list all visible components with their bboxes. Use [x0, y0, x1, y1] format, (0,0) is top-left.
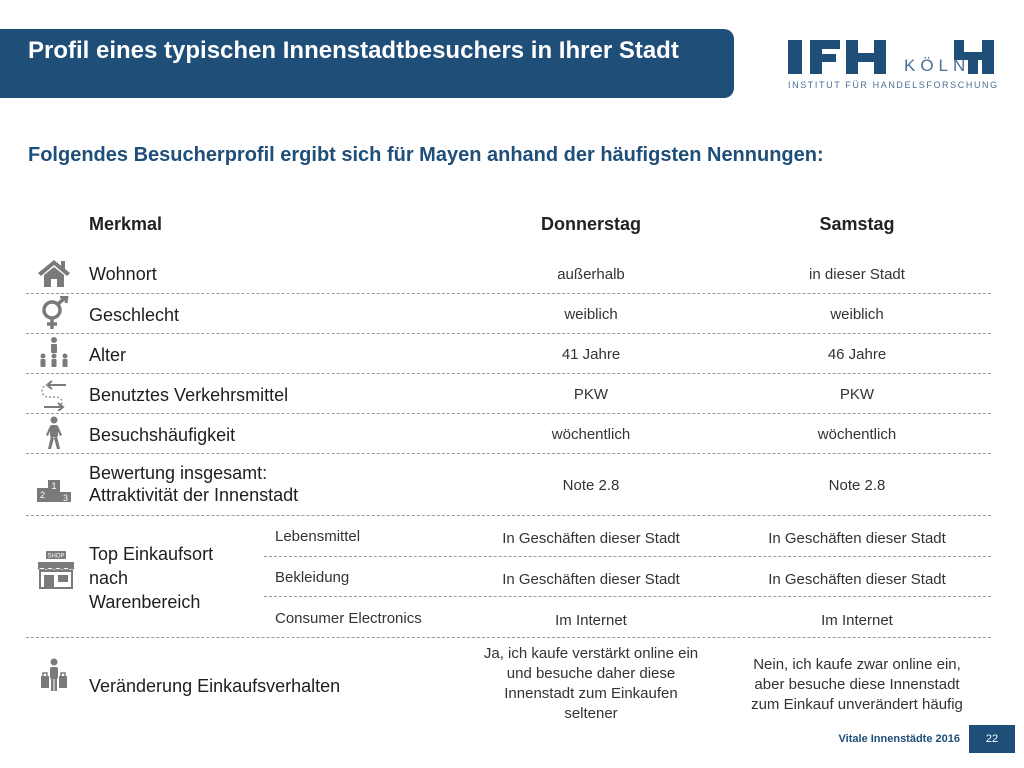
page-title: Profil eines typischen Innenstadtbesuchers in Ihrer Stadt	[28, 37, 679, 64]
row-label: Geschlecht	[89, 305, 180, 325]
podium-label: 1	[51, 481, 57, 491]
cell-samstag: Note 2.8	[828, 477, 886, 494]
cell-donnerstag: Im Internet	[555, 612, 627, 629]
shopper-bags-icon	[36, 658, 72, 692]
cell-donnerstag: Note 2.8	[562, 477, 620, 494]
shop-icon	[36, 550, 76, 590]
shop-sign-text: SHOP	[47, 553, 65, 560]
row-label: Besuchshäufigkeit	[89, 425, 236, 445]
cell-line: seltener	[564, 705, 618, 722]
table-row	[26, 294, 991, 334]
cell-donnerstag: weiblich	[564, 306, 618, 323]
cell-line: und besuche daher diese	[506, 665, 676, 682]
subrow-label: Consumer Electronics	[275, 610, 422, 627]
footer-text: Vitale Innenstädte 2016	[838, 733, 960, 745]
cell-samstag: 46 Jahre	[827, 346, 887, 363]
row-label	[89, 542, 213, 614]
cell-donnerstag: In Geschäften dieser Stadt	[502, 530, 680, 547]
cell-samstag: weiblich	[830, 306, 884, 323]
cell-donnerstag: wöchentlich	[551, 426, 631, 443]
cell-samstag: In Geschäften dieser Stadt	[768, 530, 946, 547]
logo-subline: INSTITUT FÜR HANDELSFORSCHUNG	[788, 80, 999, 90]
cell-samstag	[727, 655, 987, 715]
logo-city: KÖLN	[904, 56, 971, 75]
row-label-line: Bewertung insgesamt:	[89, 463, 268, 483]
subrow-lebensmittel	[264, 516, 991, 557]
gender-icon	[36, 296, 72, 330]
cell-samstag: In Geschäften dieser Stadt	[768, 571, 946, 588]
subrow-label: Bekleidung	[275, 569, 350, 586]
table-row	[26, 454, 991, 516]
row-label-line: Warenbereich	[89, 592, 201, 612]
cell-line: Nein, ich kaufe zwar online ein,	[753, 656, 961, 673]
table-row	[26, 374, 991, 414]
podium-label: 2	[39, 490, 46, 500]
cell-donnerstag	[451, 644, 731, 724]
cell-line: zum Einkauf unverändert häufig	[751, 696, 963, 713]
row-label: Wohnort	[89, 264, 157, 284]
cell-samstag: PKW	[839, 386, 875, 403]
subtitle: Folgendes Besucherprofil ergibt sich für Mayen anhand der häufigsten Nennungen:	[28, 144, 824, 166]
table-row	[26, 252, 991, 294]
ifh-logo	[786, 38, 998, 94]
transport-arrows-icon	[36, 377, 72, 411]
table-row	[26, 414, 991, 454]
cell-line: Ja, ich kaufe verstärkt online ein	[483, 645, 699, 662]
subrow-bekleidung	[264, 557, 991, 597]
row-label-line: nach	[89, 568, 129, 588]
column-header-samstag: Samstag	[819, 214, 895, 234]
row-label	[89, 462, 298, 506]
podium-icon	[36, 474, 72, 508]
row-label: Alter	[89, 345, 127, 365]
cell-samstag: Im Internet	[821, 612, 893, 629]
row-label: Benutztes Verkehrsmittel	[89, 385, 289, 405]
column-header-merkmal: Merkmal	[89, 214, 163, 234]
row-label: Veränderung Einkaufsverhalten	[89, 676, 341, 696]
cell-donnerstag: 41 Jahre	[561, 346, 621, 363]
cell-samstag: in dieser Stadt	[809, 266, 905, 283]
table-row	[26, 638, 991, 728]
cell-donnerstag: außerhalb	[557, 266, 625, 283]
walking-person-icon	[36, 416, 72, 450]
row-label-line: Attraktivität der Innenstadt	[89, 485, 299, 505]
cell-donnerstag: PKW	[573, 386, 609, 403]
age-group-icon	[36, 336, 72, 370]
cell-donnerstag: In Geschäften dieser Stadt	[502, 571, 680, 588]
page-number: 22	[969, 725, 1015, 753]
cell-samstag: wöchentlich	[817, 426, 897, 443]
house-icon	[36, 256, 72, 290]
column-header-donnerstag: Donnerstag	[540, 214, 641, 234]
cell-line: Innenstadt zum Einkaufen	[504, 685, 678, 702]
cell-line: aber besuche diese Innenstadt	[754, 676, 960, 693]
subrow-consumer-electronics	[264, 597, 991, 638]
row-label-line: Top Einkaufsort	[89, 544, 214, 564]
table-row	[26, 334, 991, 374]
podium-label: 3	[62, 493, 69, 503]
title-bar	[0, 29, 734, 98]
subrow-label: Lebensmittel	[275, 528, 361, 545]
